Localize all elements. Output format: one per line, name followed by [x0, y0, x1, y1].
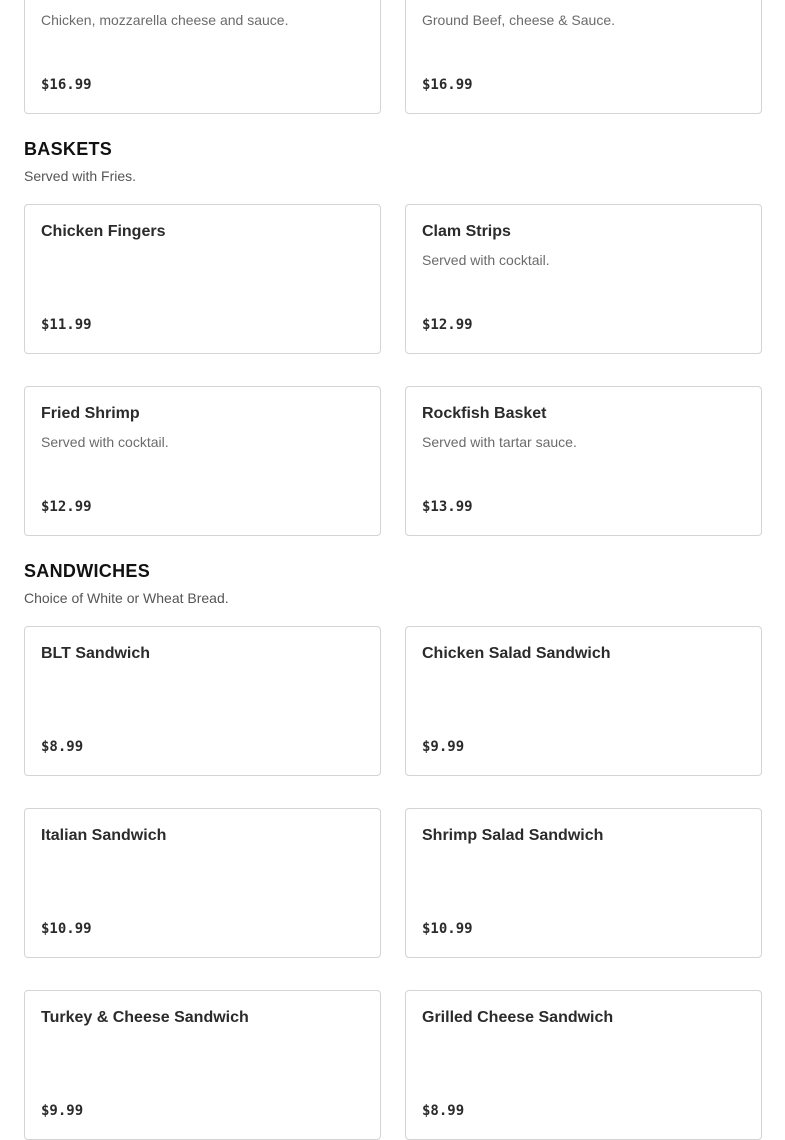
item-price: $8.99 — [422, 1103, 465, 1119]
item-name: BLT Sandwich — [41, 645, 151, 662]
item-name: Grilled Cheese Sandwich — [422, 1009, 614, 1026]
menu-item-card[interactable] — [405, 204, 762, 354]
item-description: Served with cocktail. — [41, 434, 169, 450]
item-price: $10.99 — [41, 921, 92, 937]
item-price: $9.99 — [41, 1103, 84, 1119]
item-price: $9.99 — [422, 739, 465, 755]
item-price: $12.99 — [41, 499, 92, 515]
item-price: $16.99 — [422, 77, 473, 93]
menu-item-card[interactable] — [24, 990, 381, 1140]
menu-item-card[interactable] — [24, 808, 381, 958]
section-title-baskets: BASKETS — [24, 139, 113, 159]
item-name: Chicken Fingers — [41, 223, 166, 240]
item-description: Ground Beef, cheese & Sauce. — [422, 12, 616, 28]
item-price: $8.99 — [41, 739, 84, 755]
item-name: Chicken Salad Sandwich — [422, 645, 611, 662]
menu-item-card[interactable] — [405, 990, 762, 1140]
section-subtitle-sandwiches: Choice of White or Wheat Bread. — [24, 590, 229, 606]
item-name: Shrimp Salad Sandwich — [422, 827, 604, 844]
menu-item-card[interactable] — [24, 386, 381, 536]
menu-item-card[interactable] — [24, 0, 381, 114]
item-price: $10.99 — [422, 921, 473, 937]
menu-item-card[interactable] — [405, 0, 762, 114]
section-subtitle-baskets: Served with Fries. — [24, 168, 137, 184]
item-description: Chicken, mozzarella cheese and sauce. — [41, 12, 289, 28]
menu-item-card[interactable] — [405, 626, 762, 776]
item-description: Served with tartar sauce. — [422, 434, 577, 450]
item-name: Italian Sandwich — [41, 827, 167, 844]
item-name: Turkey & Cheese Sandwich — [41, 1009, 249, 1026]
item-name: Fried Shrimp — [41, 405, 140, 422]
item-price: $16.99 — [41, 77, 92, 93]
section-title-sandwiches: SANDWICHES — [24, 561, 151, 581]
menu-item-card[interactable] — [405, 386, 762, 536]
item-name: Rockfish Basket — [422, 405, 547, 422]
item-price: $11.99 — [41, 317, 92, 333]
menu-item-card[interactable] — [24, 626, 381, 776]
item-price: $12.99 — [422, 317, 473, 333]
menu-item-card[interactable] — [405, 808, 762, 958]
item-price: $13.99 — [422, 499, 473, 515]
item-name: Clam Strips — [422, 223, 511, 240]
item-description: Served with cocktail. — [422, 252, 550, 268]
menu-item-card[interactable] — [24, 204, 381, 354]
